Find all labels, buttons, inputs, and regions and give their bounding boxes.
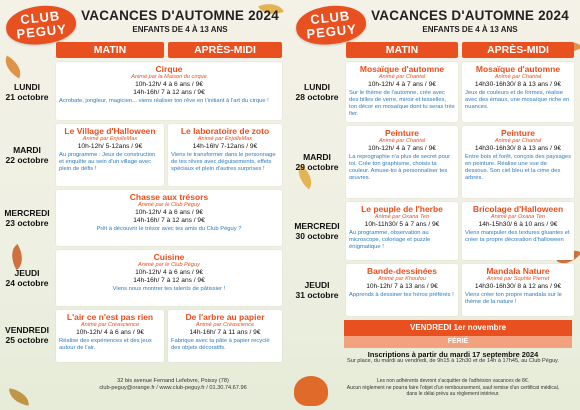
activity-host: Animé par Oxana Ten [490, 214, 546, 220]
day-name: MERCREDI [294, 221, 340, 231]
activity-title: Bande-dessinées [367, 266, 437, 276]
activity-time: 10h-12h/ 4 à 6 ans / 9€ [76, 329, 144, 336]
day-date: 28 octobre [295, 92, 339, 102]
inscription-title: Inscriptions à partir du mardi 17 septembre 2024 [367, 350, 539, 359]
activity-title: Chasse aux trésors [129, 192, 209, 202]
activity-title: L'air ce n'est pas rien [66, 312, 154, 322]
day-label [0, 62, 54, 122]
logo-line: PEGUY [15, 21, 68, 42]
activity-time: 10h-12h/ 4 à 7 ans / 9€ [368, 81, 436, 88]
inscription-block [330, 351, 576, 365]
activity-card[interactable] [346, 126, 458, 198]
activity-host: Animé par Chantal [378, 74, 426, 80]
activity-host: Animé par le Club Péguy [138, 262, 200, 268]
activity-card[interactable] [346, 202, 458, 260]
day-label [290, 202, 344, 260]
day-name: LUNDI [304, 82, 330, 92]
activity-time: 14h30-16h30/ 8 à 13 ans / 9€ [474, 81, 562, 88]
activity-description: Entre bois et forêt, conçois des paysages en peinture. Réalise une vue de dessous. Son ciel bleu et la cime des arbres. [465, 154, 572, 181]
activity-host: Animé par la Maison du cirque [131, 74, 207, 80]
activity-time: 14h-16h/ 7 à 12 ans / 9€ [133, 277, 205, 284]
note-line: dans le délai prévu au règlement intérieur. [406, 391, 500, 397]
day-name: MARDI [303, 152, 331, 162]
activity-card[interactable] [168, 310, 282, 362]
activity-description: Apprends à dessiner tes héros préférés ! [349, 292, 454, 298]
day-label [290, 264, 344, 316]
activity-description: Viens créer ton propre mandala sur le thème de la nature ! [465, 292, 562, 305]
day-name: VENDREDI [5, 325, 49, 335]
activity-description: Viens manipuler des textures gluantes et créer ta propre décoration d'halloween [465, 230, 570, 243]
activity-host: Animé par Oxana Ten [374, 214, 430, 220]
leaf-icon [7, 388, 31, 406]
activity-time: 14h-16h/ 7 à 12 ans / 9€ [133, 89, 205, 96]
day-label [290, 62, 344, 122]
activity-card[interactable] [168, 124, 282, 186]
club-logo [294, 2, 368, 47]
day-label [290, 126, 344, 198]
activity-host: Animé par le Club Péguy [138, 202, 200, 208]
activity-time: 10h-12h/ 4 à 7 ans / 9€ [368, 145, 436, 152]
activity-time: 10h-12h/ 4 à 6 ans / 9€ [135, 81, 203, 88]
activity-card[interactable] [346, 62, 458, 122]
activity-description: Jeux de couleurs et de formes, réalise avec des émaux, une mosaïque riche en nuances. [465, 90, 570, 110]
activity-description: Fabrique avec ta pâte à papier recyclé des objets décoratifs. [171, 338, 270, 351]
activity-host: Animé par Chantal [494, 74, 542, 80]
day-date: 23 octobre [5, 218, 49, 228]
activity-title: Le laboratoire de zoto [180, 126, 270, 136]
activity-time: 10h-12h/ 4 à 6 ans / 9€ [135, 209, 203, 216]
page-title: VACANCES D'AUTOMNE 2024 [371, 8, 569, 23]
activity-title: De l'arbre au papier [185, 312, 265, 322]
day-name: MARDI [13, 145, 41, 155]
activity-description: La reprographie n'a plus de secret pour toi. Crée ton graphisme, choisis ta couleur. Amuse-toi à personnaliser tes œuvres. [349, 154, 451, 181]
activity-time: 14h-16h/ 7-12ans / 9€ [192, 143, 258, 150]
right-panel [290, 0, 580, 410]
activity-title: Mosaïque d'automne [359, 64, 445, 74]
activity-title: Le peuple de l'herbe [361, 204, 443, 214]
activity-description: Au programme, observation au microscope, coloriage et puzzle énigmatique ! [349, 230, 431, 250]
activity-card[interactable] [56, 124, 164, 186]
column-header-morning: MATIN [56, 42, 164, 58]
activity-card[interactable] [56, 310, 164, 362]
activity-card[interactable] [56, 250, 282, 306]
activity-card[interactable] [462, 62, 574, 122]
activity-card[interactable] [462, 264, 574, 316]
column-header-afternoon: APRÈS-MIDI [462, 42, 574, 58]
activity-title: Peinture [500, 128, 535, 138]
page-subtitle: ENFANTS DE 4 À 13 ANS [132, 25, 228, 34]
day-label [0, 250, 54, 306]
day-name: MERCREDI [4, 208, 50, 218]
activity-description: Viens nous montrer tes talents de pâtissier ! [112, 286, 226, 292]
day-name: JEUDI [304, 280, 330, 290]
column-header-morning: MATIN [346, 42, 458, 58]
activity-time: 10h-11h30/ 5 à 7 ans / 9€ [364, 221, 440, 228]
activity-description: Sur le thème de l'automne, crée avec des billes de verre, miroir et tesselles, ton décor en mosaïque dont tu seras très fier. [349, 90, 455, 117]
activity-host: Animé par Sophie Pierret [486, 276, 550, 282]
contact-footer [60, 378, 286, 392]
note-line: Les non adhérents devront s'acquitter de l'adhésion vacances de 8€. [376, 378, 529, 384]
day-name: LUNDI [14, 82, 40, 92]
day-name: JEUDI [14, 268, 40, 278]
contact-text[interactable]: club-peguy@orange.fr / www.club-peguy.fr / 01.30.74.67.96 [99, 385, 247, 391]
activity-host: Animé par EnjolleMax [82, 136, 138, 142]
club-logo [4, 2, 78, 47]
activity-description: Viens te transformer dans le personnage de tes rêves avec déguisements, effets spéciaux et plein d'autres surprises ! [171, 152, 276, 172]
friday-holiday-banner: VENDREDI 1er novembre [344, 320, 572, 336]
activity-description: Réalise des expériences et des jeux autour de l'air. [59, 338, 152, 351]
day-date: 21 octobre [5, 92, 49, 102]
activity-description: Prêt à découvrir le trésor avec tes amis du Club Péguy ? [96, 226, 242, 232]
address-text: 32 bis avenue Fernand Lefebvre, Poissy (78) [117, 378, 229, 384]
activity-time: 14h30-16h30/ 8 à 12 ans / 9€ [474, 283, 562, 290]
activity-host: Animé par Chantal [378, 138, 426, 144]
activity-time: 14h-16h/ 7 à 12 ans / 9€ [133, 217, 205, 224]
activity-time: 14h-16h/ 7 à 11 ans / 9€ [189, 329, 261, 336]
activity-time: 10h-12h/ 4 à 6 ans / 9€ [135, 269, 203, 276]
activity-title: Mandala Nature [486, 266, 550, 276]
activity-host: Animé par Khoufou [378, 276, 426, 282]
day-date: 29 octobre [295, 162, 339, 172]
inscription-detail: Sur place, du mardi au vendredi, de 9h15 à 12h30 et de 14h à 17h45, au Club Péguy. [347, 358, 559, 364]
activity-title: Bricolage d'Halloween [472, 204, 564, 214]
page-title: VACANCES D'AUTOMNE 2024 [81, 8, 279, 23]
activity-time: 14h30-16h30/ 8 à 13 ans / 9€ [474, 145, 562, 152]
activity-title: Cirque [155, 64, 183, 74]
activity-time: 10h-12h/ 7 à 13 ans / 9€ [366, 283, 438, 290]
day-date: 25 octobre [5, 335, 49, 345]
activity-title: Le Village d'Halloween [64, 126, 156, 136]
activity-time: 10h-12h/ 5-12ans / 9€ [77, 143, 143, 150]
activity-title: Mosaïque d'automne [475, 64, 561, 74]
logo-line: PEGUY [305, 21, 358, 42]
day-label [0, 310, 54, 360]
activity-host: Animé par Créascience [80, 322, 140, 328]
activity-title: Cuisine [153, 252, 185, 262]
day-label [0, 190, 54, 246]
day-date: 24 octobre [5, 278, 49, 288]
activity-card[interactable] [462, 126, 574, 198]
column-header-afternoon: APRÈS-MIDI [168, 42, 282, 58]
activity-card[interactable] [346, 264, 458, 316]
activity-title: Peinture [384, 128, 419, 138]
day-date: 30 octobre [295, 231, 339, 241]
activity-card[interactable] [56, 62, 282, 120]
note-line: Aucun règlement ne pourra faire l'objet d'un remboursement, sauf remise d'un certificat médical, [346, 384, 560, 391]
fox-icon [294, 376, 328, 406]
activity-time: 14h-15h30/ 6 à 10 ans / 9€ [478, 221, 558, 228]
logo-line: CLUB [19, 7, 61, 28]
day-date: 31 octobre [295, 290, 339, 300]
holiday-label: FÉRIÉ [344, 336, 572, 348]
logo-line: CLUB [309, 7, 351, 28]
day-date: 22 octobre [5, 155, 49, 165]
activity-host: Animé par Chantal [494, 138, 542, 144]
activity-description: Acrobate, jongleur, magicien... viens réaliser ton rêve en t'initiant à l'art du cirque ! [59, 98, 269, 104]
activity-description: Au programme : Jeux de construction et enquête au sein d'un village avec plein de défis ! [59, 152, 156, 172]
activity-card[interactable] [462, 202, 574, 260]
activity-host: Animé par EnjolleMax [197, 136, 253, 142]
notes-block [330, 378, 576, 398]
page-subtitle: ENFANTS DE 4 À 13 ANS [422, 25, 518, 34]
activity-card[interactable] [56, 190, 282, 246]
activity-host: Animé par Créascience [195, 322, 255, 328]
day-label [0, 124, 54, 186]
